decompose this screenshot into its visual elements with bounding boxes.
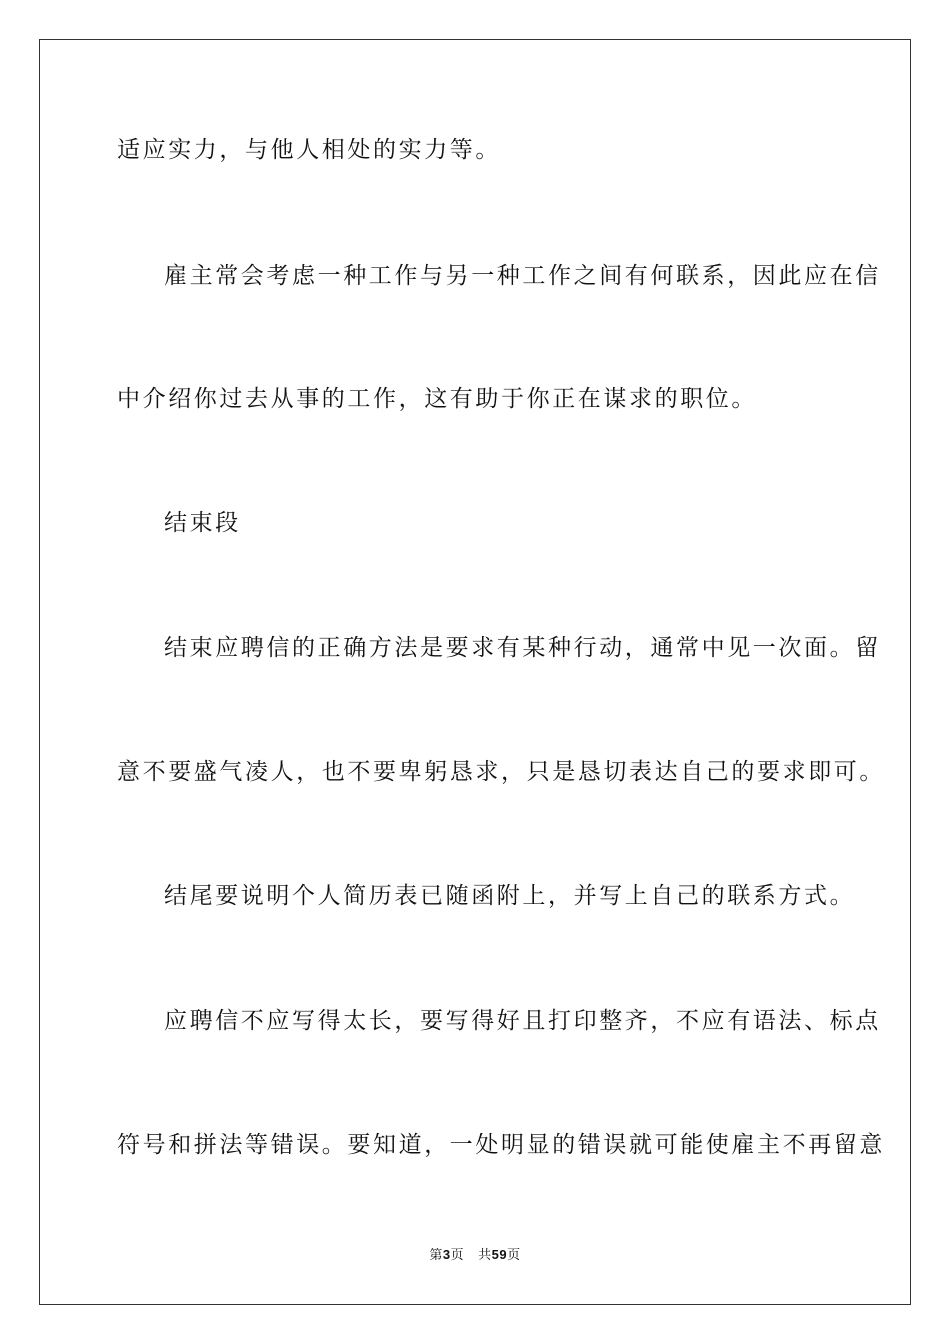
total-prefix: 共 <box>478 1248 492 1263</box>
total-pages: 59 <box>491 1247 508 1262</box>
total-suffix: 页 <box>507 1248 521 1263</box>
text-line-1: 适应实力，与他人相处的实力等。 <box>117 137 501 163</box>
text-line-7: 结尾要说明个人简历表已随函附上，并写上自己的联系方式。 <box>164 883 856 909</box>
section-heading: 结束段 <box>164 510 241 536</box>
text-line-9: 符号和拼法等错误。要知道，一处明显的错误就可能使雇主不再留意 <box>117 1132 885 1158</box>
page-footer <box>0 1246 950 1265</box>
page-suffix: 页 <box>450 1248 465 1263</box>
page-number: 3 <box>442 1247 451 1262</box>
text-line-2: 雇主常会考虑一种工作与另一种工作之间有何联系，因此应在信 <box>164 263 881 289</box>
text-line-3: 中介绍你过去从事的工作，这有助于你正在谋求的职位。 <box>117 386 757 412</box>
page-frame <box>39 39 911 1305</box>
page-prefix: 第 <box>429 1248 443 1263</box>
text-line-5: 结束应聘信的正确方法是要求有某种行动，通常中见一次面。留 <box>164 635 881 661</box>
text-line-6: 意不要盛气凌人，也不要卑躬恳求，只是恳切表达自己的要求即可。 <box>117 759 885 785</box>
text-line-8: 应聘信不应写得太长，要写得好且打印整齐，不应有语法、标点 <box>164 1008 881 1034</box>
